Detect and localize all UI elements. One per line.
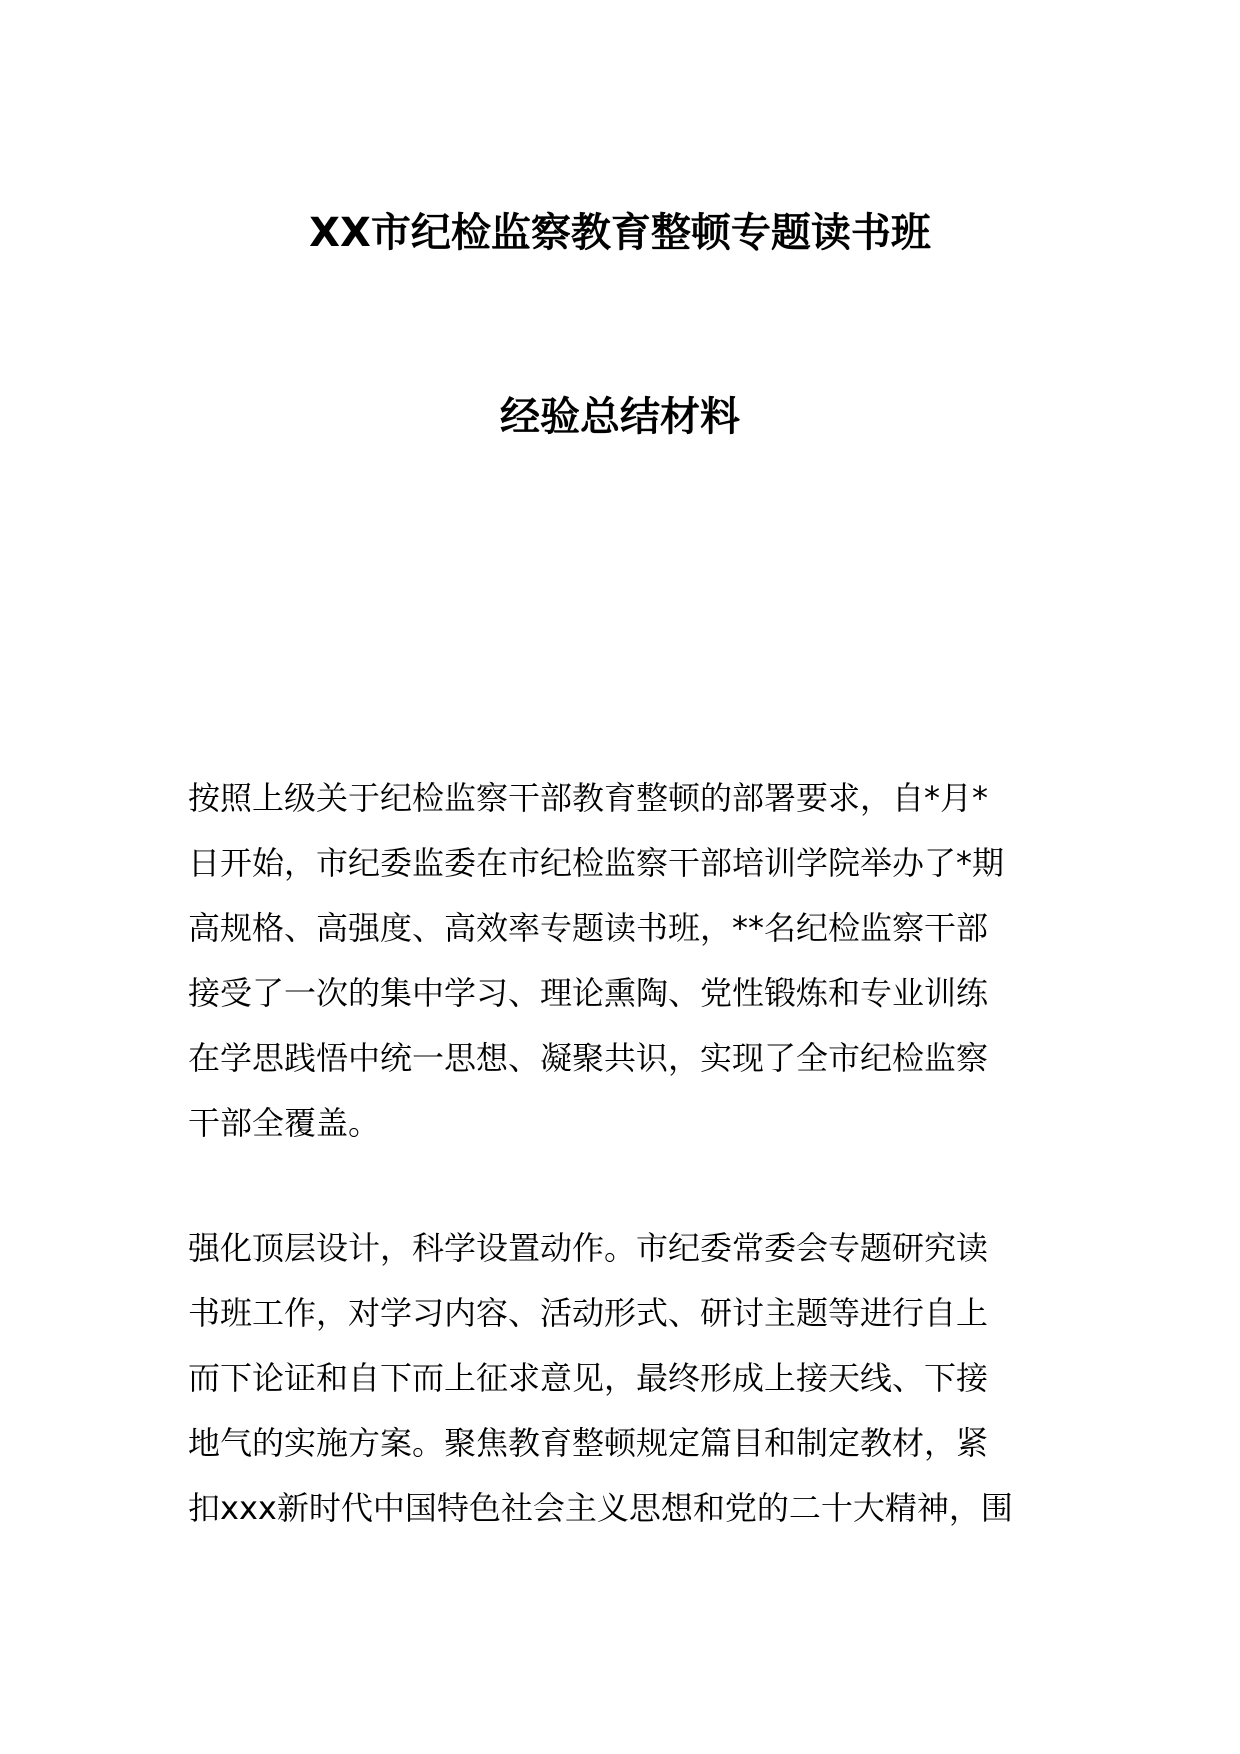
paragraph-top-level-design bbox=[188, 1216, 1058, 1541]
paragraph-line: 日开始，市纪委监委在市纪检监察干部培训学院举办了*期 bbox=[188, 844, 1005, 882]
paragraph-line: 接受了一次的集中学习、理论熏陶、党性锻炼和专业训练 bbox=[188, 974, 989, 1012]
document-title-line-2: 经验总结材料 bbox=[500, 394, 740, 440]
paragraph-line: 高规格、高强度、高效率专题读书班，**名纪检监察干部 bbox=[188, 909, 989, 947]
paragraph-line: 地气的实施方案。聚焦教育整顿规定篇目和制定教材，紧 bbox=[188, 1424, 989, 1462]
paragraph-line: 扣xxx新时代中国特色社会主义思想和党的二十大精神，围 bbox=[188, 1489, 1013, 1527]
paragraph-line: 在学思践悟中统一思想、凝聚共识，实现了全市纪检监察 bbox=[188, 1039, 989, 1077]
paragraph-line: 而下论证和自下而上征求意见，最终形成上接天线、下接 bbox=[188, 1359, 989, 1397]
document-title-line-1: XX市纪检监察教育整顿专题读书班 bbox=[309, 210, 931, 256]
paragraph-line: 干部全覆盖。 bbox=[188, 1104, 381, 1142]
paragraph-line: 书班工作，对学习内容、活动形式、研讨主题等进行自上 bbox=[188, 1294, 989, 1332]
paragraph-line: 按照上级关于纪检监察干部教育整顿的部署要求，自*月* bbox=[188, 779, 989, 817]
paragraph-line: 强化顶层设计，科学设置动作。市纪委常委会专题研究读 bbox=[188, 1229, 989, 1267]
paragraph-intro bbox=[188, 766, 1058, 1156]
